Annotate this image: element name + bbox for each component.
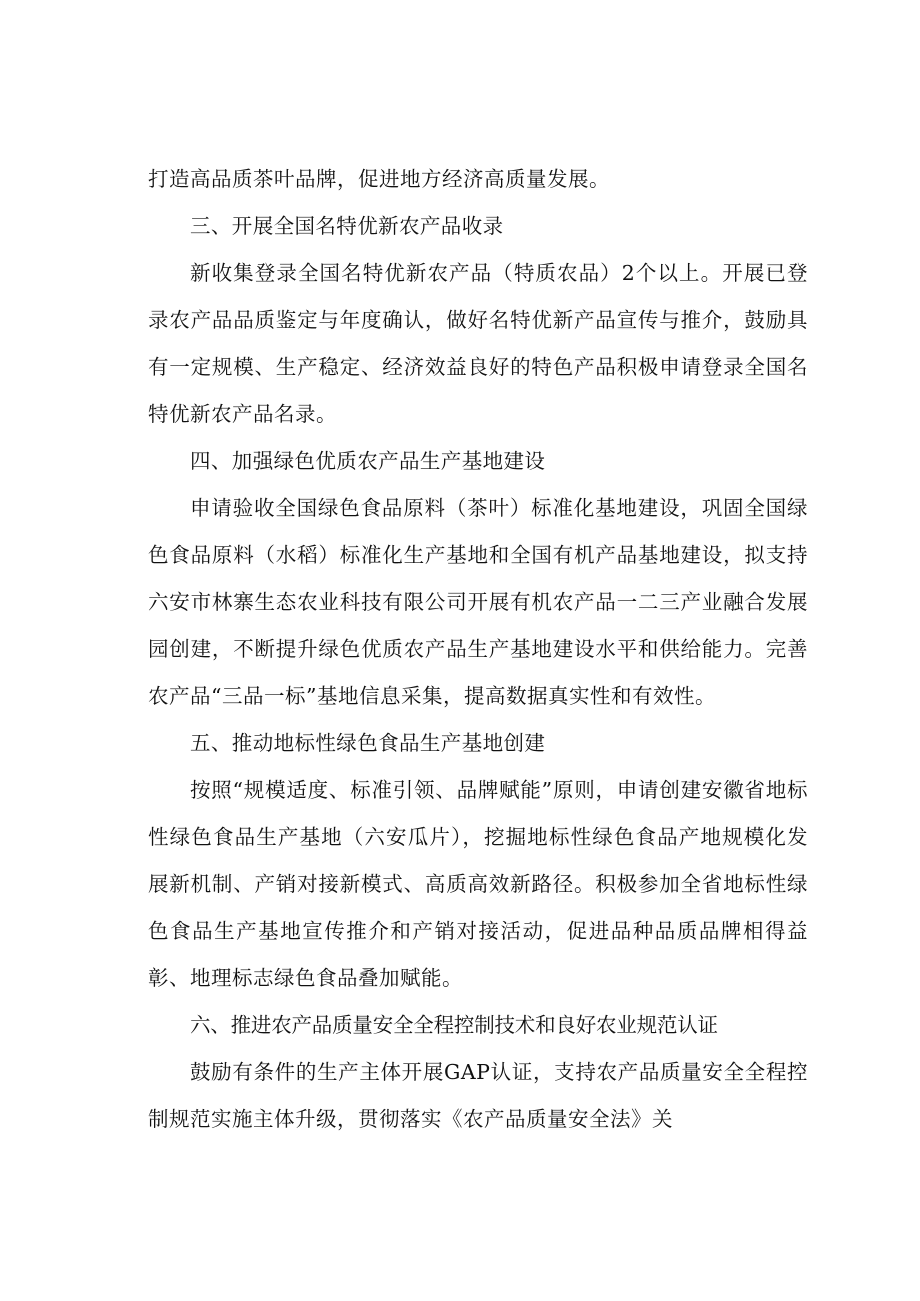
- section-heading-6: 六、推进农产品质量安全全程控制技术和良好农业规范认证: [190, 1013, 718, 1037]
- paragraph-continuation: 打造高品质茶叶品牌，促进地方经济高质量发展。: [148, 167, 610, 191]
- section-body-5: 按照“规模适度、标准引领、品牌赋能”原则，申请创建安徽省地标性绿色食品生产基地（六安瓜片），挖掘地标性绿色食品产地规模化发展新机制、产销对接新模式、高质高效新路径。积极参加全省地标性绿色食品生产基地宣传推介和产销对接活动，促进品种品质品牌相得益彰、地理标志绿色食品叠加赋能。: [148, 778, 808, 990]
- section-body-6: 鼓励有条件的生产主体开展GAP认证，支持农产品质量安全全程控制规范实施主体升级，贯彻落实《农产品质量安全法》关: [148, 1060, 808, 1131]
- section-heading-5: 五、推动地标性绿色食品生产基地创建: [190, 731, 546, 755]
- section-heading-3: 三、开展全国名特优新农产品收录: [190, 214, 504, 238]
- section-body-4: 申请验收全国绿色食品原料（茶叶）标准化基地建设，巩固全国绿色食品原料（水稻）标准化生产基地和全国有机产品基地建设，拟支持六安市林寨生态农业科技有限公司开展有机农产品一二三产业融合发展园创建，不断提升绿色优质农产品生产基地建设水平和供给能力。完善农产品“三品一标”基地信息采集，提高数据真实性和有效性。: [148, 496, 808, 708]
- section-body-3: 新收集登录全国名特优新农产品（特质农品）2个以上。开展已登录农产品品质鉴定与年度确认，做好名特优新产品宣传与推介，鼓励具有一定规模、生产稳定、经济效益良好的特色产品积极申请登录全国名特优新农产品名录。: [148, 261, 808, 426]
- section-heading-4: 四、加强绿色优质农产品生产基地建设: [190, 449, 546, 473]
- document-body: [148, 156, 808, 1143]
